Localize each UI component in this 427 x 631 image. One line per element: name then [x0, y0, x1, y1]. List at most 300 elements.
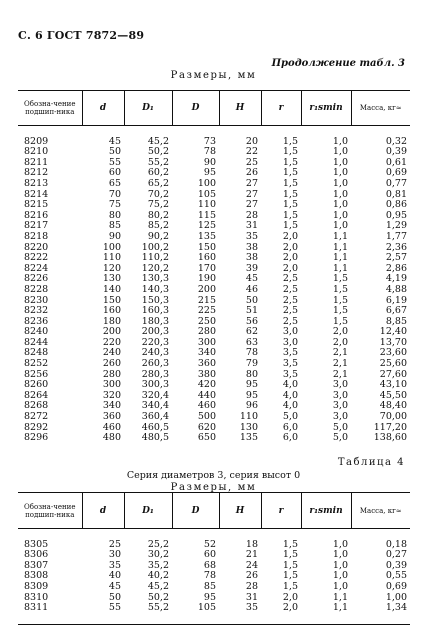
table-cell: 2,0: [282, 262, 298, 274]
table-cell: 62: [245, 326, 258, 338]
table-cell: 110: [102, 252, 121, 264]
table-cell: 8236: [24, 315, 49, 327]
table-cell: 320,4: [141, 389, 169, 401]
table-cell: 0,77: [385, 177, 407, 189]
table-cell: 1,5: [282, 135, 298, 147]
table-cell: 1,5: [282, 559, 298, 571]
table-row: [18, 582, 410, 593]
col-big-d: D: [172, 493, 219, 529]
table-cell: 1,1: [332, 230, 348, 242]
table-cell: 26: [245, 570, 258, 582]
table-cell: 0,86: [385, 199, 407, 211]
table-cell: 110: [239, 411, 258, 423]
table-cell: 140,3: [141, 283, 169, 295]
table-cell: 8218: [24, 230, 49, 242]
table-cell: 1,5: [282, 167, 298, 179]
table-cell: 340,4: [141, 400, 169, 412]
table-row: [18, 433, 410, 444]
table-cell: 200: [102, 326, 121, 338]
table-cell: 220,3: [141, 336, 169, 348]
table-cell: 24: [245, 559, 258, 571]
table-cell: 8213: [24, 177, 49, 189]
table-cell: 50,2: [147, 146, 169, 158]
table-cell: 100: [102, 241, 121, 253]
table-cell: 50,2: [147, 591, 169, 603]
table-cell: 79: [245, 358, 258, 370]
table-cell: 35,2: [147, 559, 169, 571]
table-cell: 8256: [24, 368, 49, 380]
table-cell: 1,0: [332, 146, 348, 158]
table-cell: 1,5: [282, 220, 298, 232]
table-cell: 45,50: [379, 389, 407, 401]
table-cell: 1,77: [385, 230, 407, 242]
table-cell: 4,19: [385, 273, 407, 285]
continuation-label: Продолжение табл. 3: [271, 58, 405, 69]
table-cell: 85,2: [147, 220, 169, 232]
table-cell: 80: [245, 368, 258, 380]
table-cell: 300: [102, 379, 121, 391]
table-cell: 8309: [24, 580, 49, 592]
table-cell: 360,4: [141, 411, 169, 423]
table-cell: 45: [245, 273, 258, 285]
table-cell: 1,29: [385, 220, 407, 232]
table-cell: 100,2: [141, 241, 169, 253]
table-cell: 55: [108, 156, 121, 168]
table-cell: 1,00: [385, 591, 407, 603]
table-cell: 8230: [24, 294, 49, 306]
table-cell: 340: [102, 400, 121, 412]
table-cell: 8226: [24, 273, 49, 285]
table-cell: 120: [102, 262, 121, 274]
table-cell: 1,1: [332, 602, 348, 614]
table-cell: 1,5: [282, 177, 298, 189]
table-cell: 48,40: [379, 400, 407, 412]
table-cell: 30: [108, 549, 121, 561]
table-cell: 1,5: [332, 294, 348, 306]
table-cell: 2,5: [282, 315, 298, 327]
table-cell: 96: [245, 400, 258, 412]
table-cell: 8211: [24, 156, 49, 168]
sizes-caption-2: Размеры, мм: [170, 482, 257, 493]
table-cell: 105: [197, 602, 216, 614]
table-cell: 460,5: [141, 421, 169, 433]
table-cell: 52: [203, 538, 216, 550]
table-cell: 8296: [24, 432, 49, 444]
table-cell: 90: [203, 156, 216, 168]
table-cell: 1,0: [332, 135, 348, 147]
sizes-caption: Размеры, мм: [170, 70, 257, 81]
table-cell: 0,32: [385, 135, 407, 147]
table-cell: 1,0: [332, 538, 348, 550]
table-cell: 1,0: [332, 559, 348, 571]
table-cell: 80,2: [147, 209, 169, 221]
table-cell: 1,1: [332, 262, 348, 274]
table-cell: 95: [245, 379, 258, 391]
table-cell: 60: [108, 167, 121, 179]
table-cell: 8252: [24, 358, 49, 370]
table-cell: 78: [245, 347, 258, 359]
table-cell: 1,0: [332, 188, 348, 200]
table-cell: 8217: [24, 220, 49, 232]
table-row: [18, 603, 410, 614]
table-cell: 170: [197, 262, 216, 274]
table-cell: 6,67: [385, 305, 407, 317]
table-cell: 8232: [24, 305, 49, 317]
table-cell: 3,0: [282, 326, 298, 338]
table-cell: 68: [203, 559, 216, 571]
table-cell: 260: [102, 358, 121, 370]
col-big-d: D: [172, 91, 219, 126]
table-cell: 500: [197, 411, 216, 423]
table-cell: 38: [245, 241, 258, 253]
table-cell: 56: [245, 315, 258, 327]
table-cell: 150: [197, 241, 216, 253]
table-cell: 480: [102, 432, 121, 444]
table-cell: 95: [203, 167, 216, 179]
table-cell: 190: [197, 273, 216, 285]
table-cell: 340: [197, 347, 216, 359]
col-r1smin: r₁smin: [301, 91, 351, 126]
col-r: r: [261, 91, 301, 126]
table-row: [18, 179, 410, 190]
table-cell: 2,36: [385, 241, 407, 253]
table-4: [18, 492, 410, 625]
table-cell: 31: [245, 591, 258, 603]
table-cell: 0,39: [385, 146, 407, 158]
table-cell: 0,69: [385, 167, 407, 179]
table-cell: 55,2: [147, 156, 169, 168]
table-cell: 1,0: [332, 199, 348, 211]
table-cell: 8307: [24, 559, 49, 571]
table-cell: 25,60: [379, 358, 407, 370]
table-cell: 8240: [24, 326, 49, 338]
table-cell: 25,2: [147, 538, 169, 550]
table-cell: 40,2: [147, 570, 169, 582]
table-cell: 50: [108, 146, 121, 158]
table-cell: 1,0: [332, 549, 348, 561]
col-r1smin: r₁smin: [301, 493, 351, 529]
table-cell: 60: [203, 549, 216, 561]
table-cell: 115: [197, 209, 216, 221]
col-designation: Обозна-чение подшип-ника: [18, 493, 82, 529]
col-d: d: [82, 91, 124, 126]
table-cell: 240,3: [141, 347, 169, 359]
table-cell: 8216: [24, 209, 49, 221]
table-cell: 27: [245, 188, 258, 200]
table-cell: 1,1: [332, 591, 348, 603]
table-cell: 440: [197, 389, 216, 401]
table-cell: 180: [102, 315, 121, 327]
table-cell: 130: [239, 421, 258, 433]
table-cell: 125: [197, 220, 216, 232]
table-cell: 60,2: [147, 167, 169, 179]
table-cell: 95: [245, 389, 258, 401]
table-cell: 25: [245, 156, 258, 168]
spacer-row: [18, 126, 410, 137]
table-cell: 200,3: [141, 326, 169, 338]
table-cell: 1,0: [332, 580, 348, 592]
table-cell: 6,0: [282, 432, 298, 444]
table-cell: 420: [197, 379, 216, 391]
table-cell: 39: [245, 262, 258, 274]
table-cell: 360: [102, 411, 121, 423]
table-cell: 8214: [24, 188, 49, 200]
table-cell: 3,0: [282, 336, 298, 348]
table-cell: 130: [102, 273, 121, 285]
table-cell: 3,0: [332, 411, 348, 423]
table-cell: 1,0: [332, 209, 348, 221]
table-cell: 27,60: [379, 368, 407, 380]
table-cell: 240: [102, 347, 121, 359]
table-cell: 480,5: [141, 432, 169, 444]
table-cell: 200: [197, 283, 216, 295]
col-d: d: [82, 493, 124, 529]
table-cell: 8224: [24, 262, 49, 274]
table-cell: 1,5: [282, 580, 298, 592]
table-cell: 5,0: [332, 421, 348, 433]
table-cell: 21: [245, 549, 258, 561]
table-cell: 35: [245, 230, 258, 242]
table-cell: 3,5: [282, 358, 298, 370]
col-d1: D₁: [124, 493, 172, 529]
table-cell: 1,5: [282, 146, 298, 158]
table-cell: 250: [197, 315, 216, 327]
table-cell: 140: [102, 283, 121, 295]
col-h: H: [219, 91, 261, 126]
table-cell: 4,88: [385, 283, 407, 295]
table-cell: 138,60: [373, 432, 407, 444]
table-cell: 50: [108, 591, 121, 603]
table-cell: 2,1: [332, 368, 348, 380]
table-cell: 160: [102, 305, 121, 317]
table-cell: 1,5: [332, 305, 348, 317]
table-cell: 78: [203, 570, 216, 582]
table-cell: 12,40: [379, 326, 407, 338]
table-cell: 150,3: [141, 294, 169, 306]
table-cell: 2,0: [282, 230, 298, 242]
table-cell: 30,2: [147, 549, 169, 561]
table-cell: 2,0: [282, 591, 298, 603]
table-cell: 70,2: [147, 188, 169, 200]
table-cell: 8292: [24, 421, 49, 433]
table-cell: 8244: [24, 336, 49, 348]
table-cell: 2,0: [332, 326, 348, 338]
table-cell: 2,0: [282, 241, 298, 253]
bottom-rule: [18, 614, 410, 625]
table-cell: 8220: [24, 241, 49, 253]
table-cell: 180,3: [141, 315, 169, 327]
table-cell: 3,5: [282, 347, 298, 359]
table-cell: 1,0: [332, 167, 348, 179]
table-cell: 2,5: [282, 283, 298, 295]
table-3-body: [18, 126, 410, 444]
table-cell: 8311: [24, 602, 49, 614]
table-cell: 0,81: [385, 188, 407, 200]
table-cell: 2,5: [282, 294, 298, 306]
table-cell: 2,0: [332, 336, 348, 348]
table-cell: 8212: [24, 167, 49, 179]
table-cell: 25: [108, 538, 121, 550]
table-cell: 120,2: [141, 262, 169, 274]
table-cell: 65: [108, 177, 121, 189]
table-4-label: Таблица 4: [337, 457, 405, 468]
table-row: [18, 232, 410, 243]
table-cell: 1,5: [332, 315, 348, 327]
table-cell: 26: [245, 167, 258, 179]
table-cell: 110: [197, 199, 216, 211]
table-cell: 6,0: [282, 421, 298, 433]
table-cell: 8215: [24, 199, 49, 211]
table-cell: 8210: [24, 146, 49, 158]
table-cell: 280: [102, 368, 121, 380]
table-cell: 8264: [24, 389, 49, 401]
table-cell: 8228: [24, 283, 49, 295]
table-cell: 460: [102, 421, 121, 433]
table-cell: 45: [108, 135, 121, 147]
table-cell: 73: [203, 135, 216, 147]
table-cell: 3,0: [332, 379, 348, 391]
table-cell: 0,39: [385, 559, 407, 571]
table-cell: 8209: [24, 135, 49, 147]
table-cell: 380: [197, 368, 216, 380]
table-cell: 23,60: [379, 347, 407, 359]
table-cell: 3,5: [282, 368, 298, 380]
table-cell: 38: [245, 252, 258, 264]
table-cell: 1,5: [282, 209, 298, 221]
col-r: r: [261, 493, 301, 529]
table-cell: 1,5: [332, 273, 348, 285]
table-cell: 0,18: [385, 538, 407, 550]
table-cell: 1,5: [332, 283, 348, 295]
table-cell: 150: [102, 294, 121, 306]
table-cell: 2,57: [385, 252, 407, 264]
table-cell: 1,5: [282, 549, 298, 561]
table-cell: 260,3: [141, 358, 169, 370]
table-cell: 28: [245, 580, 258, 592]
page-header: С. 6 ГОСТ 7872—89: [18, 29, 145, 42]
table-cell: 1,0: [332, 177, 348, 189]
table-cell: 2,5: [282, 305, 298, 317]
table-cell: 5,0: [282, 411, 298, 423]
table-cell: 8306: [24, 549, 49, 561]
table-cell: 1,5: [282, 570, 298, 582]
table-cell: 1,1: [332, 241, 348, 253]
table-cell: 85: [108, 220, 121, 232]
col-designation: Обозна-чение подшип-ника: [18, 91, 82, 126]
table-cell: 2,1: [332, 358, 348, 370]
table-cell: 0,61: [385, 156, 407, 168]
table-cell: 1,5: [282, 538, 298, 550]
table-cell: 4,0: [282, 389, 298, 401]
table-cell: 280,3: [141, 368, 169, 380]
table-cell: 20: [245, 135, 258, 147]
table-cell: 1,5: [282, 156, 298, 168]
table-cell: 320: [102, 389, 121, 401]
table-cell: 8310: [24, 591, 49, 603]
table-cell: 70,00: [379, 411, 407, 423]
table-cell: 22: [245, 146, 258, 158]
table-cell: 8,85: [385, 315, 407, 327]
table-cell: 1,1: [332, 252, 348, 264]
table-cell: 650: [197, 432, 216, 444]
table-cell: 4,0: [282, 379, 298, 391]
table-cell: 55,2: [147, 602, 169, 614]
col-mass: Масса, кг≈: [351, 493, 410, 529]
table-cell: 215: [197, 294, 216, 306]
table-cell: 43,10: [379, 379, 407, 391]
table-cell: 27: [245, 177, 258, 189]
col-d1: D₁: [124, 91, 172, 126]
table-cell: 78: [203, 146, 216, 158]
table-cell: 2,5: [282, 273, 298, 285]
table-cell: 6,19: [385, 294, 407, 306]
table-cell: 3,0: [332, 389, 348, 401]
table-cell: 300,3: [141, 379, 169, 391]
table-cell: 135: [239, 432, 258, 444]
table-cell: 4,0: [282, 400, 298, 412]
table-cell: 90,2: [147, 230, 169, 242]
table-cell: 160,3: [141, 305, 169, 317]
table-cell: 63: [245, 336, 258, 348]
table-cell: 460: [197, 400, 216, 412]
table-cell: 300: [197, 336, 216, 348]
table-cell: 8268: [24, 400, 49, 412]
table-cell: 51: [245, 305, 258, 317]
table-cell: 45: [108, 580, 121, 592]
table-cell: 3,0: [332, 400, 348, 412]
table-cell: 8222: [24, 252, 49, 264]
table-cell: 0,69: [385, 580, 407, 592]
table-cell: 35: [108, 559, 121, 571]
table-cell: 8308: [24, 570, 49, 582]
table-cell: 105: [197, 188, 216, 200]
table-cell: 220: [102, 336, 121, 348]
table-row: [18, 285, 410, 296]
table-cell: 225: [197, 305, 216, 317]
table-cell: 0,55: [385, 570, 407, 582]
table-cell: 90: [108, 230, 121, 242]
table-cell: 135: [197, 230, 216, 242]
table-cell: 0,27: [385, 549, 407, 561]
table-cell: 5,0: [332, 432, 348, 444]
table-cell: 46: [245, 283, 258, 295]
table-cell: 100: [197, 177, 216, 189]
table-cell: 8260: [24, 379, 49, 391]
table-cell: 8305: [24, 538, 49, 550]
table-cell: 85: [203, 580, 216, 592]
table-cell: 1,0: [332, 570, 348, 582]
table-cell: 2,0: [282, 602, 298, 614]
table-cell: 8272: [24, 411, 49, 423]
spacer-row: [18, 529, 410, 540]
table-cell: 8248: [24, 347, 49, 359]
table-cell: 130,3: [141, 273, 169, 285]
table-3-continued: [18, 90, 410, 444]
table-cell: 280: [197, 326, 216, 338]
table-cell: 31: [245, 220, 258, 232]
table-cell: 1,5: [282, 188, 298, 200]
table-cell: 1,0: [332, 156, 348, 168]
table-cell: 0,95: [385, 209, 407, 221]
table-cell: 360: [197, 358, 216, 370]
table-cell: 1,5: [282, 199, 298, 211]
table-cell: 40: [108, 570, 121, 582]
table-cell: 45,2: [147, 580, 169, 592]
table-cell: 18: [245, 538, 258, 550]
table-cell: 55: [108, 602, 121, 614]
table-cell: 80: [108, 209, 121, 221]
table-cell: 50: [245, 294, 258, 306]
